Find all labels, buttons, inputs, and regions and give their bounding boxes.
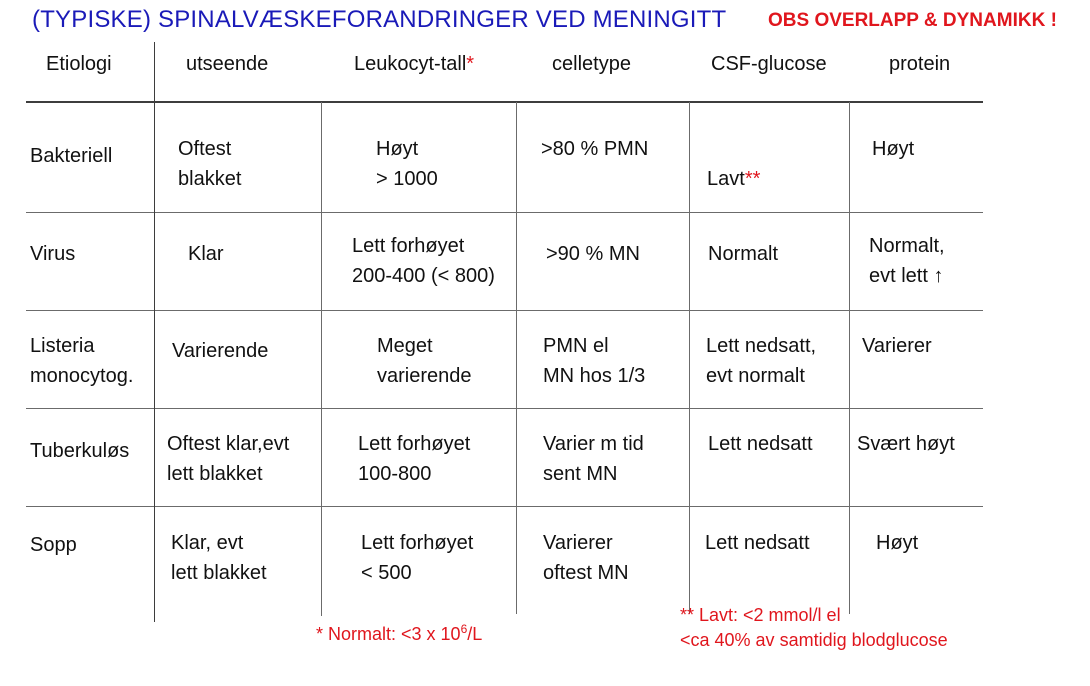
- cell-glucose: Lett nedsatt: [708, 433, 813, 455]
- cell-glucose: Normalt: [708, 243, 779, 265]
- row-divider: [26, 212, 983, 213]
- footnote-lavt-line1: ** Lavt: <2 mmol/l el: [680, 605, 841, 625]
- cell-glucose: Lett nedsatt, evt normalt: [706, 335, 817, 387]
- cell-glucose: [707, 134, 760, 194]
- cell-leukocytt: Lett forhøyet 100-800: [358, 433, 471, 485]
- cell-utseende: Oftest blakket: [178, 138, 242, 190]
- cell-protein: Varierer: [862, 335, 932, 357]
- header-etiologi: Etiologi: [46, 53, 112, 75]
- cell-glucose-value: Lavt: [707, 168, 745, 190]
- row-divider: [26, 506, 983, 507]
- column-divider: [321, 102, 322, 616]
- cell-leukocytt: Høyt > 1000: [376, 138, 438, 190]
- cell-celletype: Varierer oftest MN: [543, 532, 629, 584]
- header-celletype: celletype: [552, 53, 631, 75]
- cell-etiologi: Virus: [30, 243, 76, 265]
- row-divider: [26, 408, 983, 409]
- cell-celletype: >90 % MN: [546, 243, 640, 265]
- cell-etiologi: Sopp: [30, 534, 77, 556]
- cell-leukocytt: Lett forhøyet < 500: [361, 532, 474, 584]
- cell-protein: Høyt: [876, 532, 919, 554]
- footnote-normalt: [316, 622, 482, 645]
- header-leukocytt: [354, 53, 474, 76]
- cell-leukocytt: Meget varierende: [377, 335, 472, 387]
- column-divider: [154, 42, 155, 622]
- cell-protein: Normalt, evt lett ↑: [869, 235, 945, 287]
- overlap-warning: OBS OVERLAPP & DYNAMIKK !: [768, 10, 1057, 31]
- cell-etiologi: Bakteriell: [30, 145, 113, 167]
- cell-protein: Svært høyt: [857, 433, 955, 455]
- header-protein: protein: [889, 53, 951, 75]
- column-divider: [516, 102, 517, 614]
- footnote-normalt-unit: /L: [467, 624, 483, 644]
- cell-leukocytt: Lett forhøyet 200-400 (< 800): [352, 235, 495, 287]
- row-divider: [26, 310, 983, 311]
- cell-glucose: Lett nedsatt: [705, 532, 810, 554]
- footnote-normalt-exponent: 6: [460, 622, 468, 636]
- cell-utseende: Klar: [188, 243, 224, 265]
- footnote-marker: **: [744, 168, 761, 190]
- cell-utseende: Klar, evt lett blakket: [171, 532, 267, 584]
- cell-protein: Høyt: [872, 138, 915, 160]
- footnote-normalt-text: * Normalt: <3 x 10: [316, 624, 461, 644]
- cell-etiologi: Tuberkuløs: [30, 440, 130, 462]
- column-divider: [689, 102, 690, 614]
- cell-celletype: Varier m tid sent MN: [543, 433, 644, 485]
- cell-celletype: >80 % PMN: [541, 138, 649, 160]
- header-utseende: utseende: [186, 53, 269, 75]
- cell-utseende: Oftest klar,evt lett blakket: [167, 433, 290, 485]
- header-glucose: CSF-glucose: [711, 53, 827, 75]
- footnote-marker: *: [466, 53, 475, 75]
- header-divider: [26, 101, 983, 103]
- page-title: (TYPISKE) SPINALVÆSKEFORANDRINGER VED MENINGITT: [32, 6, 727, 33]
- column-divider: [849, 102, 850, 614]
- cell-etiologi: Listeria monocytog.: [30, 335, 134, 387]
- cell-utseende: Varierende: [172, 340, 269, 362]
- footnote-lavt-line2: <ca 40% av samtidig blodglucose: [680, 630, 948, 650]
- header-leukocytt-label: Leukocyt-tall: [354, 53, 467, 75]
- cell-celletype: PMN el MN hos 1/3: [543, 335, 646, 387]
